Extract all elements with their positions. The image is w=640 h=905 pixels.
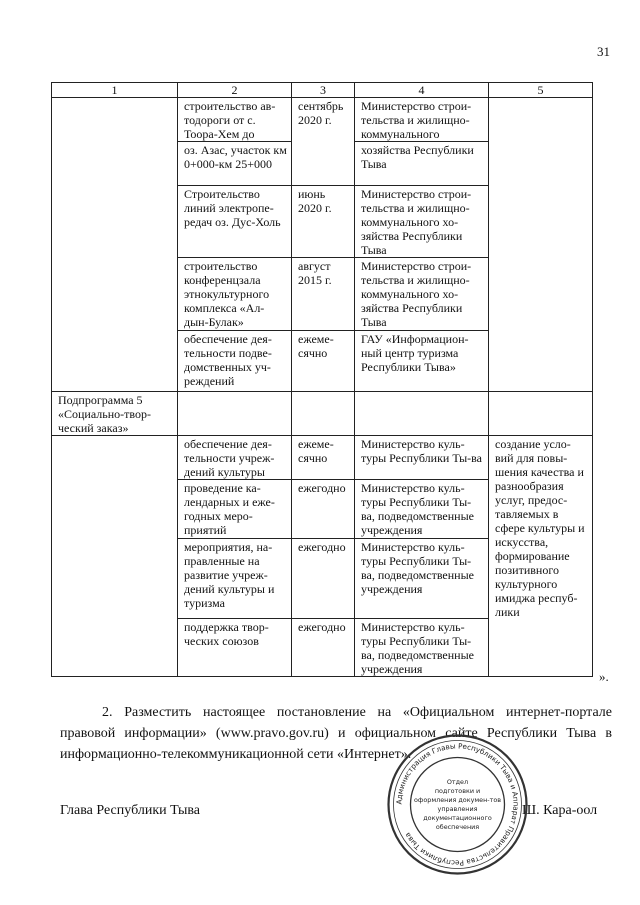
action-cell: оз. Азас, участок км 0+000-км 25+000 <box>178 142 292 186</box>
signer-title: Глава Республики Тыва <box>60 803 201 818</box>
stamp-line: оформления докумен-тов <box>414 796 501 804</box>
executor-cell: Министерство строи-тельства и жилищно-коммунального хо-зяйства Республики Тыва <box>355 186 489 258</box>
empty-cell <box>489 98 593 392</box>
stamp-center-text <box>414 778 501 831</box>
header-cell: 4 <box>355 83 489 98</box>
stamp-line: подготовки и <box>434 787 481 795</box>
table-row <box>52 436 593 480</box>
header-cell: 2 <box>178 83 292 98</box>
empty-cell <box>52 436 178 677</box>
deadline-cell: ежегодно <box>292 480 355 539</box>
signer-name: Ш. Кара-оол <box>522 803 598 818</box>
deadline-cell: ежегодно <box>292 619 355 677</box>
empty-cell <box>489 392 593 436</box>
action-cell: мероприятия, на-правленные на развитие учреж-дений культуры и туризма <box>178 539 292 619</box>
closing-quote: ». <box>599 669 609 684</box>
executor-cell: Министерство куль-туры Республики Ты-ва, подведомственные учреждения <box>355 539 489 619</box>
header-cell: 3 <box>292 83 355 98</box>
deadline-cell: июнь 2020 г. <box>292 186 355 258</box>
table-row <box>52 98 593 142</box>
stamp-line: обеспечения <box>435 823 480 831</box>
action-cell: обеспечение дея-тельности учреж-дений культуры <box>178 436 292 480</box>
header-cell: 5 <box>489 83 593 98</box>
empty-cell <box>292 392 355 436</box>
deadline-cell: ежеме-сячно <box>292 436 355 480</box>
deadline-cell: сентябрь 2020 г. <box>292 98 355 186</box>
executor-cell: Министерство куль-туры Республики Ты-ва <box>355 436 489 480</box>
program-table <box>51 82 593 677</box>
empty-cell <box>355 392 489 436</box>
subprogram-row <box>52 392 593 436</box>
action-cell: строительство ав-тодороги от с. Тоора-Хем до <box>178 98 292 142</box>
executor-cell: хозяйства Республики Тыва <box>355 142 489 186</box>
stamp-line: документационного <box>423 814 492 822</box>
executor-cell: Министерство куль-туры Республики Ты-ва, подведомственные учреждения <box>355 619 489 677</box>
action-cell: поддержка твор-ческих союзов <box>178 619 292 677</box>
result-cell: создание усло-вий для повы-шения качества и разнообразия услуг, предос-тавляемых в сфере культуры и искусства, формирование позитивного культурного имиджа респуб-лики <box>489 436 593 677</box>
executor-cell: ГАУ «Информацион-ный центр туризма Республики Тыва» <box>355 331 489 392</box>
deadline-cell: ежегодно <box>292 539 355 619</box>
header-cell: 1 <box>52 83 178 98</box>
action-cell: обеспечение дея-тельности подве-домственных уч-реждений <box>178 331 292 392</box>
stamp-ring-text: Администрация Главы Республики Тыва и Аппарат Правительства Республики Тыва <box>394 741 521 868</box>
deadline-cell: август 2015 г. <box>292 258 355 331</box>
executor-cell: Министерство строи-тельства и жилищно-коммунального хо-зяйства Республики Тыва <box>355 258 489 331</box>
executor-cell: Министерство куль-туры Республики Ты-ва, подведомственные учреждения <box>355 480 489 539</box>
action-cell: Строительство линий электропе-редач оз. Дус-Холь <box>178 186 292 258</box>
stamp-line: Отдел <box>446 778 469 786</box>
empty-cell <box>178 392 292 436</box>
empty-cell <box>52 98 178 392</box>
action-cell: строительство конференцзала этнокультурного комплекса «Ал-дын-Булак» <box>178 258 292 331</box>
action-cell: проведение ка-лендарных и еже-годных меро-приятий <box>178 480 292 539</box>
table-header-row <box>52 83 593 98</box>
deadline-cell: ежеме-сячно <box>292 331 355 392</box>
stamp-line: управления <box>437 805 478 813</box>
subprogram-title: Подпрограмма 5 «Социально-твор-ческий заказ» <box>52 392 178 436</box>
official-stamp <box>385 732 530 877</box>
paragraph-publication: 2. Разместить настоящее постановление на «Официальном интернет-портале правовой информации» (www.pravo.gov.ru) и официальном сайте Республики Тыва в информационно-телекоммуникационной сети «Интернет». <box>60 705 612 762</box>
page-number: 31 <box>597 44 610 59</box>
executor-cell: Министерство строи-тельства и жилищно-коммунального <box>355 98 489 142</box>
